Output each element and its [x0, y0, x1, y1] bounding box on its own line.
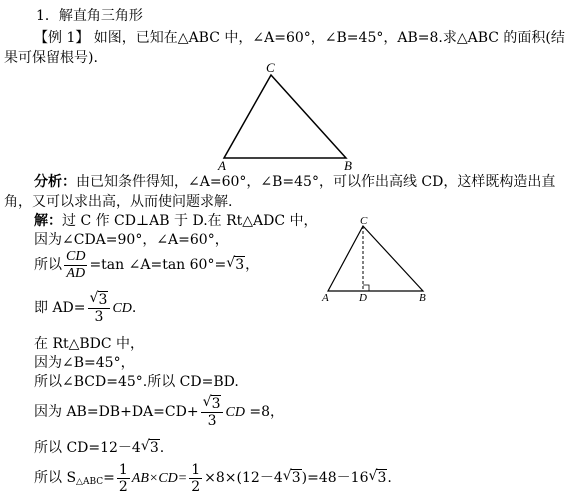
fraction-sqrt3-3-b: √ 3 3 — [201, 396, 224, 429]
fig1-label-a: A — [218, 158, 226, 172]
solution-label: 解： — [34, 213, 62, 229]
triangle-figure-1 — [210, 62, 360, 172]
l9-end: . — [159, 440, 165, 456]
l8-prefix: 因为 AB=DB+DA=CD+ — [34, 404, 199, 420]
l10-rad2: 3 — [377, 470, 387, 486]
fig2-label-b: B — [419, 292, 426, 304]
l4-num-rad: 3 — [98, 291, 108, 308]
l10-eq: = — [103, 470, 115, 486]
fraction-half-1 — [117, 462, 130, 495]
l10-den: 2 — [118, 478, 128, 495]
triangle-abc-2 — [328, 226, 423, 291]
l3-rad: 3 — [235, 257, 245, 273]
example-tag: 【例 1】 — [34, 30, 90, 46]
solution-line-6: 因为∠B=45°， — [34, 355, 135, 371]
l10-prefix: 所以 S — [34, 470, 77, 486]
analysis-text-2: 角，又可以求出高，从而使问题求解. — [4, 194, 233, 210]
l3-prefix: 所以 — [34, 257, 62, 273]
solution-line-9 — [34, 438, 164, 458]
solution-line-8 — [34, 394, 284, 431]
solution-line-5: 在 Rt△BDC 中， — [34, 336, 145, 352]
solution-line-2: 因为∠CDA=90°，∠A=60°， — [34, 232, 229, 248]
solution-line-4 — [34, 290, 136, 327]
l3-end: ， — [245, 257, 260, 273]
analysis-line-1 — [34, 172, 555, 192]
example-text-2: 果可保留根号). — [4, 50, 98, 66]
triangle-abc — [224, 75, 346, 158]
l10-mid: AB×CD= — [131, 471, 188, 486]
fraction-sqrt3-3: √ 3 3 — [88, 292, 111, 325]
fig1-label-c: C — [266, 62, 275, 75]
l10-mid3: )=48－16 — [301, 470, 369, 486]
fig2-label-c: C — [360, 215, 368, 227]
l9-rad: 3 — [149, 440, 159, 456]
heading: 1．解直角三角形 — [36, 8, 143, 24]
sqrt-3-b: √ 3 — [140, 438, 159, 456]
l8-var: CD — [225, 405, 245, 420]
fig2-label-a: A — [322, 292, 329, 304]
fig2-label-d: D — [359, 292, 367, 304]
l3-num: CD — [66, 248, 86, 264]
solution-line-7: 所以∠BCD=45°.所以 CD=BD. — [34, 374, 239, 390]
sqrt-3: √ 3 — [226, 255, 245, 273]
sqrt-3-c: √ 3 — [282, 468, 301, 486]
solution-line-1 — [34, 211, 318, 231]
sqrt-3-d: √ 3 — [368, 468, 387, 486]
solution-line-3 — [34, 248, 259, 282]
l9-prefix: 所以 CD=12－4 — [34, 440, 141, 456]
l8-num-rad: 3 — [211, 395, 221, 412]
solution-line-10 — [34, 460, 392, 500]
analysis-label: 分析： — [34, 174, 76, 190]
example-text-1: 如图，已知在△ABC 中，∠A=60°，∠B=45°，AB=8.求△ABC 的面积(结 — [89, 30, 565, 46]
l10-num2: 1 — [191, 461, 201, 478]
l10-end: . — [387, 470, 392, 486]
l4-prefix: 即 AD= — [34, 300, 86, 316]
l10-sub: △ABC — [76, 477, 104, 487]
analysis-text-1: 由已知条件得知，∠A=60°，∠B=45°，可以作出高线 CD，这样既构造出直 — [76, 174, 556, 190]
fig1-label-b: B — [344, 158, 352, 172]
l4-var: CD — [112, 301, 132, 316]
fraction-half-2 — [189, 462, 202, 495]
l3-den: AD — [66, 265, 86, 281]
l10-rad: 3 — [291, 470, 301, 486]
l10-num: 1 — [118, 461, 128, 478]
l8-den: 3 — [207, 412, 217, 429]
example-line-1 — [34, 28, 565, 48]
solution-text-1: 过 C 作 CD⊥AB 于 D.在 Rt△ADC 中， — [62, 213, 318, 229]
triangle-figure-2 — [318, 212, 438, 304]
right-angle-mark — [363, 285, 369, 291]
l4-den: 3 — [94, 308, 104, 325]
l10-mid2: ×8×(12－4 — [204, 470, 283, 486]
l10-den2: 2 — [191, 478, 201, 495]
l4-end: . — [131, 300, 137, 316]
l3-mid: =tan ∠A=tan 60°= — [89, 257, 227, 273]
l8-end: =8， — [244, 404, 285, 420]
fraction-cd-ad — [64, 249, 87, 282]
